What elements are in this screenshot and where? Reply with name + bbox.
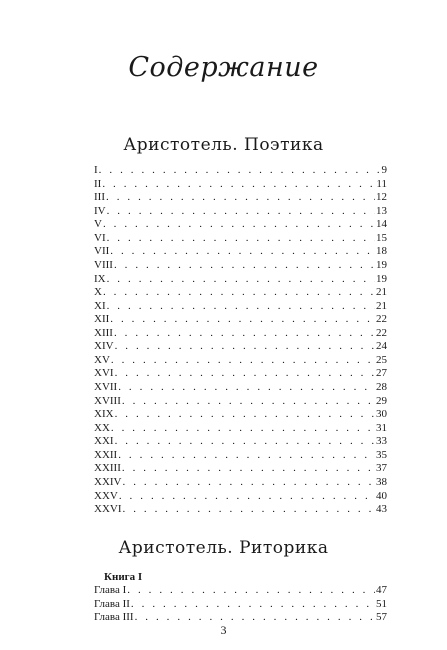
toc-entry-label: VI (94, 231, 106, 244)
toc-entry (94, 476, 387, 490)
toc-leader-dots (102, 178, 375, 192)
toc-entry (94, 584, 387, 598)
toc-leader-dots (115, 340, 375, 354)
toc-entry-page: 30 (376, 408, 387, 421)
toc-entry (94, 286, 387, 300)
toc-entry-page: 12 (376, 191, 387, 204)
toc-entry (94, 462, 387, 476)
toc-entry-page: 15 (376, 231, 387, 244)
toc-entry-label: III (94, 191, 105, 204)
toc-leader-dots (107, 300, 375, 314)
toc-entry-label: XVI (94, 367, 114, 380)
toc-entry-page: 21 (376, 286, 387, 299)
toc-entry-label: IV (94, 204, 106, 217)
toc-entry (94, 300, 387, 314)
toc-entry-label: XI (94, 299, 106, 312)
toc-entry-label: I (94, 164, 98, 176)
toc-entry (94, 205, 387, 219)
toc-entry (94, 395, 387, 409)
toc-rhetoric (94, 584, 387, 625)
toc-entry-label: VII (94, 245, 110, 258)
toc-entry-label: XVII (94, 381, 118, 393)
toc-entry-page: 28 (376, 381, 387, 393)
toc-entry-label: XXIV (94, 475, 122, 488)
toc-entry (94, 354, 387, 368)
toc-entry-page: 9 (381, 164, 387, 176)
toc-entry (94, 340, 387, 354)
toc-leader-dots (111, 354, 375, 368)
toc-entry-page: 18 (376, 245, 387, 258)
toc-leader-dots (123, 503, 376, 517)
toc-entry (94, 218, 387, 232)
toc-leader-dots (111, 422, 375, 436)
toc-entry-page: 35 (376, 448, 387, 461)
toc-entry-page: 22 (376, 326, 387, 339)
toc-leader-dots (114, 327, 375, 341)
book-heading: Книга I (104, 571, 143, 583)
toc-entry (94, 408, 387, 422)
toc-entry (94, 232, 387, 246)
toc-leader-dots (123, 476, 376, 490)
toc-leader-dots (118, 449, 375, 463)
toc-entry-label: Глава I (94, 584, 127, 596)
toc-entry-page: 24 (376, 340, 387, 353)
toc-poetics (94, 164, 387, 517)
toc-leader-dots (107, 205, 375, 219)
section-title-rhetoric: Аристотель. Риторика (118, 538, 329, 558)
toc-leader-dots (103, 286, 375, 300)
toc-leader-dots (119, 490, 375, 504)
toc-entry-page: 37 (376, 462, 387, 475)
toc-entry-label: II (94, 177, 102, 190)
toc-leader-dots (106, 191, 375, 205)
toc-entry-label: Глава II (94, 597, 130, 610)
toc-entry-page: 33 (376, 435, 387, 448)
toc-entry (94, 503, 387, 517)
toc-entry-label: XII (94, 313, 110, 326)
toc-entry (94, 178, 387, 192)
toc-leader-dots (107, 232, 375, 246)
toc-leader-dots (103, 218, 375, 232)
toc-entry-page: 27 (376, 367, 387, 380)
toc-entry-label: IX (94, 272, 106, 285)
toc-entry (94, 245, 387, 259)
toc-entry-page: 13 (376, 204, 387, 217)
toc-leader-dots (115, 435, 375, 449)
toc-entry-label: XIV (94, 340, 114, 353)
toc-leader-dots (118, 381, 375, 395)
toc-entry (94, 327, 387, 341)
toc-entry-label: XXI (94, 435, 114, 448)
toc-entry-page: 25 (376, 353, 387, 366)
toc-entry-page: 14 (376, 218, 387, 231)
toc-entry-page: 31 (376, 421, 387, 434)
toc-entry (94, 381, 387, 395)
toc-entry-page: 29 (376, 394, 387, 407)
toc-entry (94, 598, 387, 612)
toc-entry (94, 435, 387, 449)
toc-entry (94, 164, 387, 178)
toc-entry-label: XVIII (94, 394, 121, 407)
toc-entry (94, 259, 387, 273)
toc-leader-dots (99, 164, 381, 178)
toc-entry-label: XX (94, 421, 110, 434)
toc-entry-page: 19 (376, 258, 387, 271)
page-number: 3 (220, 623, 227, 637)
toc-entry-label: Глава III (94, 611, 134, 624)
toc-entry-page: 22 (376, 313, 387, 326)
toc-entry (94, 367, 387, 381)
toc-entry (94, 422, 387, 436)
toc-entry (94, 313, 387, 327)
toc-leader-dots (131, 598, 375, 612)
toc-entry-label: VIII (94, 258, 113, 271)
toc-entry-page: 38 (376, 475, 387, 488)
toc-entry (94, 191, 387, 205)
toc-entry (94, 273, 387, 287)
toc-leader-dots (110, 313, 375, 327)
toc-entry-page: 40 (376, 489, 387, 502)
toc-entry-label: XXVI (94, 503, 122, 516)
toc-entry-label: XXII (94, 448, 118, 461)
section-title-poetics: Аристотель. Поэтика (123, 135, 324, 155)
toc-leader-dots (110, 245, 375, 259)
toc-entry (94, 449, 387, 463)
toc-entry-label: XXIII (94, 462, 121, 475)
toc-leader-dots (115, 408, 375, 422)
toc-entry-label: X (94, 286, 102, 299)
toc-leader-dots (122, 395, 375, 409)
toc-entry-page: 57 (376, 611, 387, 624)
toc-entry-page: 21 (376, 299, 387, 312)
page-title: Содержание (128, 52, 319, 83)
toc-entry-label: XXV (94, 489, 118, 502)
toc-entry-page: 19 (376, 272, 387, 285)
toc-leader-dots (114, 259, 375, 273)
toc-entry-page: 47 (376, 584, 387, 596)
toc-leader-dots (127, 584, 375, 598)
toc-entry-page: 51 (376, 597, 387, 610)
toc-entry-page: 43 (376, 503, 387, 516)
toc-leader-dots (107, 273, 375, 287)
toc-entry-page: 11 (376, 177, 387, 190)
toc-entry (94, 490, 387, 504)
toc-leader-dots (122, 462, 375, 476)
toc-entry-label: XV (94, 353, 110, 366)
toc-entry-label: V (94, 218, 102, 231)
toc-leader-dots (115, 367, 375, 381)
toc-entry-label: XIX (94, 408, 114, 421)
toc-entry-label: XIII (94, 326, 113, 339)
